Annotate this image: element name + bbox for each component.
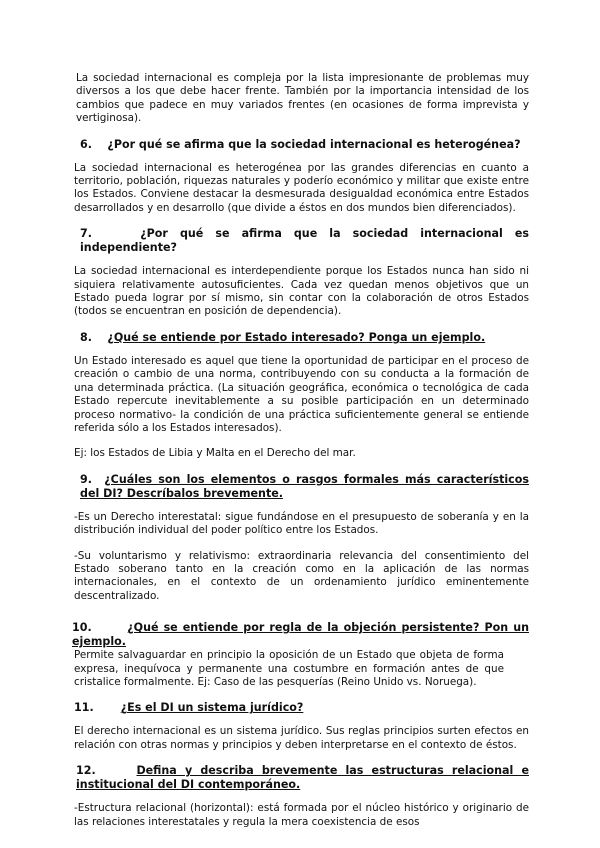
answer-paragraph: -Su voluntarismo y relativismo: extraordinaria relevancia del consentimiento del Estado soberano tanto en la creación como en la aplicación de las normas internacionales, en el contexto de un ordenamiento jurídico eminentemente descentralizado. [74,549,529,602]
answer-paragraph: Un Estado interesado es aquel que tiene la oportunidad de participar en el proceso de creación o cambio de una norma, contribuyendo con su conducta a la formación de una determinada práctica. (La situación geográfica, económica o tecnológica de cada Estado repercute inevitablemente a su posible participación en un determinado proceso normativo- la condición de una práctica suficientemente general se entiende referida sólo a los Estados interesados). [74,354,529,434]
question-title: ¿Qué se entiende por regla de la objeción persistente? Pon un ejemplo. [72,621,529,649]
question-number: 11. [74,701,94,715]
question-11-heading [74,701,529,715]
answer-paragraph: -Estructura relacional (horizontal): está formada por el núcleo histórico y originario de las relaciones interestatales y regula la mera coexistencia de esos [74,802,529,828]
question-title: Defina y describa brevemente las estructuras relacional e institucional del DI contemporáneo. [76,764,529,792]
answer-example: Ej: los Estados de Libia y Malta en el Derecho del mar. [74,447,356,460]
question-number: 6. [80,137,92,151]
question-title: ¿Qué se entiende por Estado interesado? Ponga un ejemplo. [107,330,486,344]
question-8-heading [74,331,529,345]
question-number: 7. [80,227,92,241]
question-number: 8. [80,330,92,344]
question-number: 10. [72,621,92,635]
question-6-heading [74,138,529,152]
answer-paragraph: -Es un Derecho interestatal: sigue fundándose en el presupuesto de soberanía y en la distribución individual del poder político entre los Estados. [74,510,529,537]
question-number: 12. [76,764,96,778]
question-12-heading [74,764,529,792]
answer-paragraph: El derecho internacional es un sistema jurídico. Sus reglas principios surten efectos en relación con otras normas y principios y deben interpretarse en el contexto de éstos. [74,725,529,751]
question-7-heading [74,227,529,255]
question-9-heading [74,473,529,501]
question-title: ¿Cuáles son los elementos o rasgos formales más característicos del DI? Descríbalos brevemente. [80,472,529,500]
document-page [74,72,529,829]
question-title: ¿Por qué se afirma que la sociedad internacional es heterogénea? [107,137,521,151]
answer-paragraph: La sociedad internacional es heterogénea por las grandes diferencias en cuanto a territorio, población, riquezas naturales y poderío económico y militar que existe entre los Estados. Conviene destacar la desmesurada desigualdad económica entre Estados desarrollados y en desarrollo (que divide a éstos en dos mundos bien diferenciados). [74,161,529,214]
question-title: ¿Por qué se afirma que la sociedad internacional es independiente? [80,227,529,255]
question-10-heading [72,621,529,649]
question-title: ¿Es el DI un sistema jurídico? [120,701,304,715]
answer-paragraph: Permite salvaguardar en principio la oposición de un Estado que objeta de forma expresa, inequívoca y permanente una costumbre en formación antes de que cristalice formalmente. Ej: Caso de las pesquerías (Reino Unido vs. Noruega). [74,649,504,688]
answer-paragraph: La sociedad internacional es interdependiente porque los Estados nunca han sido ni siquiera relativamente autosuficientes. Cada vez quedan menos objetivos que un Estado pueda lograr por sí mismo, sin contar con la colaboración de otros Estados (todos se encuentran en posición de dependencia). [74,265,529,318]
question-number: 9. [80,472,92,486]
intro-paragraph: La sociedad internacional es compleja por la lista impresionante de problemas muy diversos a los que debe hacer frente. También por la importancia intensidad de los cambios que padece en muy variados frentes (en ocasiones de forma imprevista y vertiginosa). [76,72,529,125]
